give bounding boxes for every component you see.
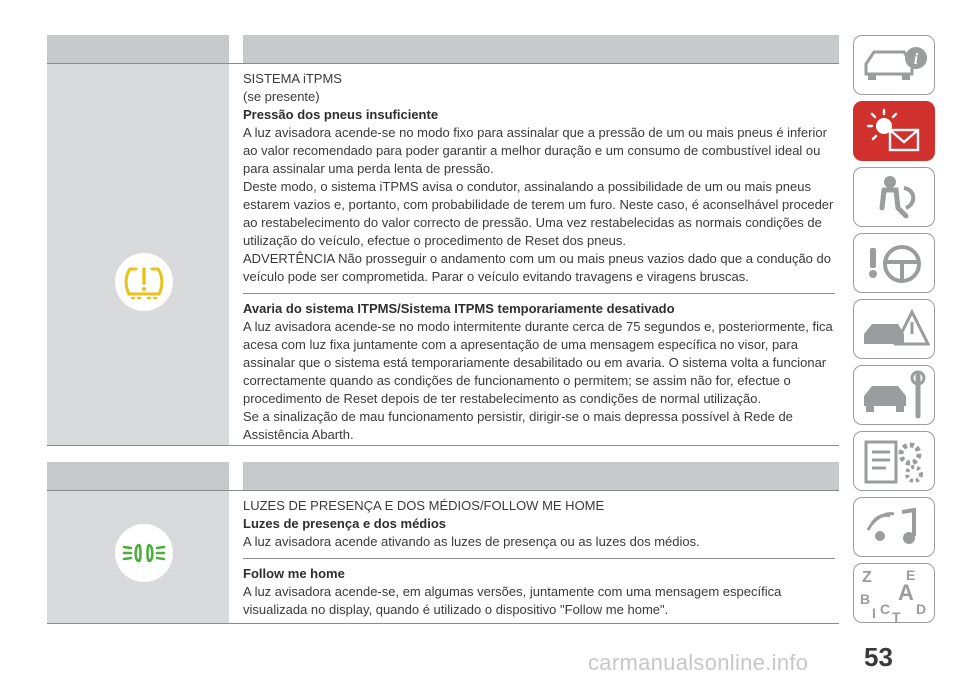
section2-para2: A luz avisadora acende-se, em algumas versões, juntamente com uma mensagem específica visualizada no display, quando é utilizado o dispositivo "Follow me home". bbox=[243, 584, 782, 617]
multimedia-icon bbox=[854, 498, 936, 558]
table-header bbox=[47, 462, 839, 490]
index-letter: D bbox=[916, 601, 927, 617]
index-letter: Z bbox=[862, 569, 872, 586]
section1-para2: Deste modo, o sistema iTPMS avisa o condutor, assinalando a possibilidade de um ou mais pneus estarem vazios e, portanto, com probabilidade de terem um furo. Neste caso, é aconselhável proceder ao restabelecimento do valor correcto de pressão. Uma vez restabelecidas as normais condições de utilização do veículo, efectue o procedimento de Reset dos pneus. bbox=[243, 179, 834, 248]
table-body bbox=[47, 491, 839, 623]
emergency-icon bbox=[854, 300, 936, 360]
section2-title2: Follow me home bbox=[243, 566, 345, 581]
index-icon bbox=[854, 564, 936, 624]
car-info-icon bbox=[854, 36, 936, 96]
tpms-table bbox=[47, 35, 839, 446]
section1-para3: ADVERTÊNCIA Não prosseguir o andamento com um ou mais pneus vazios dado que a condução do veículo pode ser comprometida. Parar o veículo evitando travagens e viragens bruscas. bbox=[243, 251, 831, 284]
tab-index[interactable] bbox=[853, 563, 935, 623]
section1-heading: SISTEMA iTPMS bbox=[243, 71, 342, 86]
table-header bbox=[47, 35, 839, 63]
index-letter: A bbox=[898, 580, 914, 605]
index-letter: E bbox=[906, 567, 916, 583]
tab-technical-data[interactable] bbox=[853, 431, 935, 491]
section1-title1: Pressão dos pneus insuficiente bbox=[243, 107, 439, 122]
section1-para1: A luz avisadora acende-se no modo fixo para assinalar que a pressão de um ou mais pneus é inferior ao valor recomendado para poder garantir a melhor duração e um consumo de combustível ideal ou para assinalar uma perda lenta de pressão. bbox=[243, 125, 827, 176]
index-letter: T bbox=[892, 609, 901, 624]
section2-para1: A luz avisadora acende ativando as luzes de presença ou as luzes dos médios. bbox=[243, 534, 700, 549]
tab-emergency[interactable] bbox=[853, 299, 935, 359]
tab-multimedia[interactable] bbox=[853, 497, 935, 557]
section1-para4: A luz avisadora acende-se no modo intermitente durante cerca de 75 segundos e, posteriormente, fica acesa com luz fixa juntamente com a apresentação de uma mensagem específica no visor, para assinalar que o sistema está temporariamente desabilitado ou em avaria. O sistema volta a funcionar correctamente quando as condições de funcionamento o permitem; se assim não for, efectue o procedimento de Reset depois de ter restabelecimento as condições de normal utilização. bbox=[243, 319, 833, 406]
position-lights-icon bbox=[114, 523, 174, 583]
tab-maintenance[interactable] bbox=[853, 365, 935, 425]
page-number: 53 bbox=[864, 642, 893, 672]
section1-para5: Se a sinalização de mau funcionamento persistir, dirigir-se o mais depressa possível à Rede de Assistência Abarth. bbox=[243, 409, 793, 442]
watermark: carmanualsonline.info bbox=[588, 650, 809, 675]
section2-title1: Luzes de presença e dos médios bbox=[243, 516, 447, 531]
safety-icon bbox=[854, 168, 936, 228]
technical-data-icon bbox=[854, 432, 936, 492]
maintenance-icon bbox=[854, 366, 936, 426]
svg-text:i: i bbox=[913, 51, 919, 68]
section1-subheading: (se presente) bbox=[243, 89, 320, 104]
tab-warning-lights[interactable] bbox=[853, 101, 935, 161]
tab-safety[interactable] bbox=[853, 167, 935, 227]
steering-wheel-icon bbox=[854, 234, 936, 294]
index-letter: C bbox=[880, 601, 891, 617]
warning-lights-icon bbox=[854, 102, 936, 162]
lights-table bbox=[47, 462, 839, 624]
table-body bbox=[47, 64, 839, 445]
index-letter: I bbox=[872, 605, 876, 621]
tab-car-info[interactable] bbox=[853, 35, 935, 95]
icon-cell bbox=[47, 64, 229, 445]
icon-cell bbox=[47, 491, 229, 623]
tyre-pressure-warning-icon bbox=[114, 252, 174, 312]
section2-heading: LUZES DE PRESENÇA E DOS MÉDIOS/FOLLOW ME HOME bbox=[243, 498, 605, 513]
section1-title2: Avaria do sistema ITPMS/Sistema ITPMS temporariamente desativado bbox=[243, 301, 675, 316]
tab-starting-driving[interactable] bbox=[853, 233, 935, 293]
index-letter: B bbox=[860, 591, 871, 607]
